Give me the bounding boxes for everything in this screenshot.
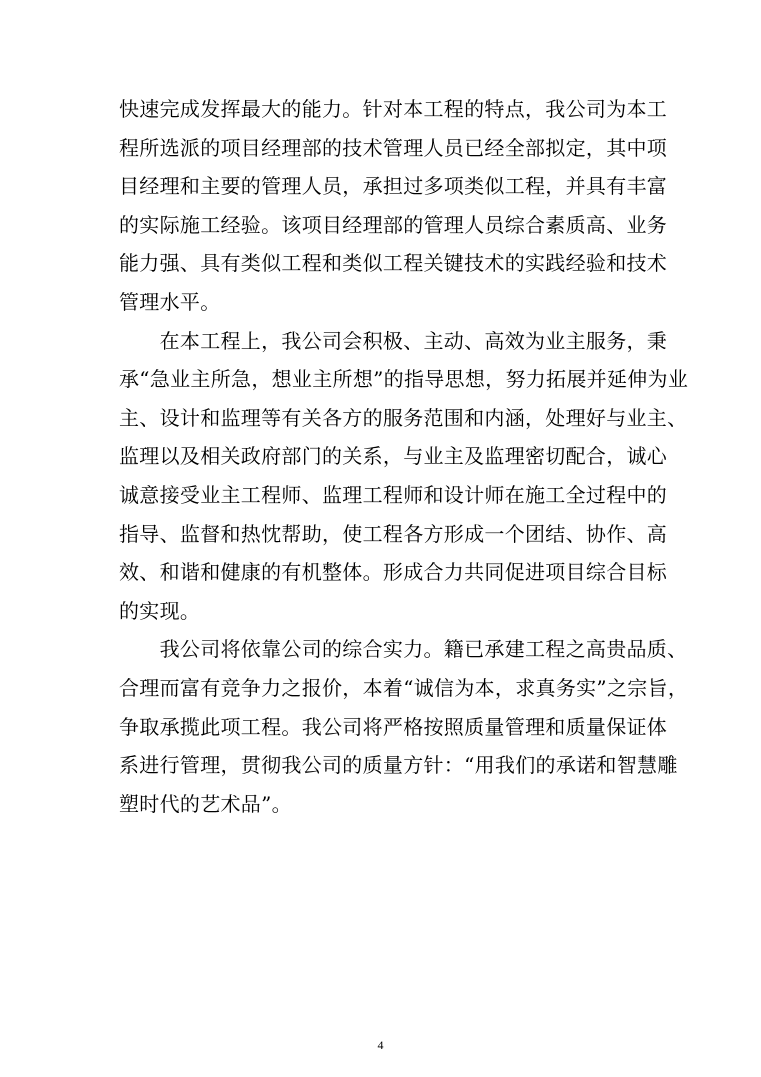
text-line: 监理以及相关政府部门的关系，与业主及监理密切配合，诚心 — [119, 444, 668, 469]
text-line: 承“急业主所急，想业主所想”的指导思想，努力拓展并延伸为业 — [119, 367, 689, 392]
text-line: 快速完成发挥最大的能力。针对本工程的特点，我公司为本工 — [119, 97, 668, 121]
text-line: 在本工程上，我公司会积极、主动、高效为业主服务，秉 — [119, 328, 668, 353]
text-line: 诚意接受业主工程师、监理工程师和设计师在施工全过程中的 — [119, 482, 668, 507]
text-line: 系进行管理，贯彻我公司的质量方针：“用我们的承诺和智慧雕 — [119, 753, 678, 778]
text-line: 效、和谐和健康的有机整体。形成合力共同促进项目综合目标 — [119, 560, 668, 585]
text-line: 能力强、具有类似工程和类似工程关键技术的实践经验和技术 — [119, 251, 668, 276]
text-line: 管理水平。 — [119, 289, 221, 314]
text-line: 的实际施工经验。该项目经理部的管理人员综合素质高、业务 — [119, 212, 668, 237]
text-line: 的实现。 — [119, 598, 201, 623]
page-number: 4 — [377, 1038, 384, 1052]
text-line: 我公司将依靠公司的综合实力。籍已承建工程之高贵品质、 — [119, 637, 688, 662]
text-line: 主、设计和监理等有关各方的服务范围和内涵，处理好与业主、 — [119, 405, 688, 430]
text-line: 塑时代的艺术品”。 — [119, 791, 292, 816]
body-text — [119, 90, 689, 823]
text-line: 争取承揽此项工程。我公司将严格按照质量管理和质量保证体 — [119, 714, 668, 739]
text-line: 指导、监督和热忱帮助，使工程各方形成一个团结、协作、高 — [119, 521, 668, 546]
text-line: 合理而富有竞争力之报价，本着“诚信为本，求真务实”之宗旨， — [119, 675, 689, 700]
text-line: 目经理和主要的管理人员，承担过多项类似工程，并具有丰富 — [119, 174, 668, 199]
text-line: 程所选派的项目经理部的技术管理人员已经全部拟定，其中项 — [119, 135, 668, 160]
